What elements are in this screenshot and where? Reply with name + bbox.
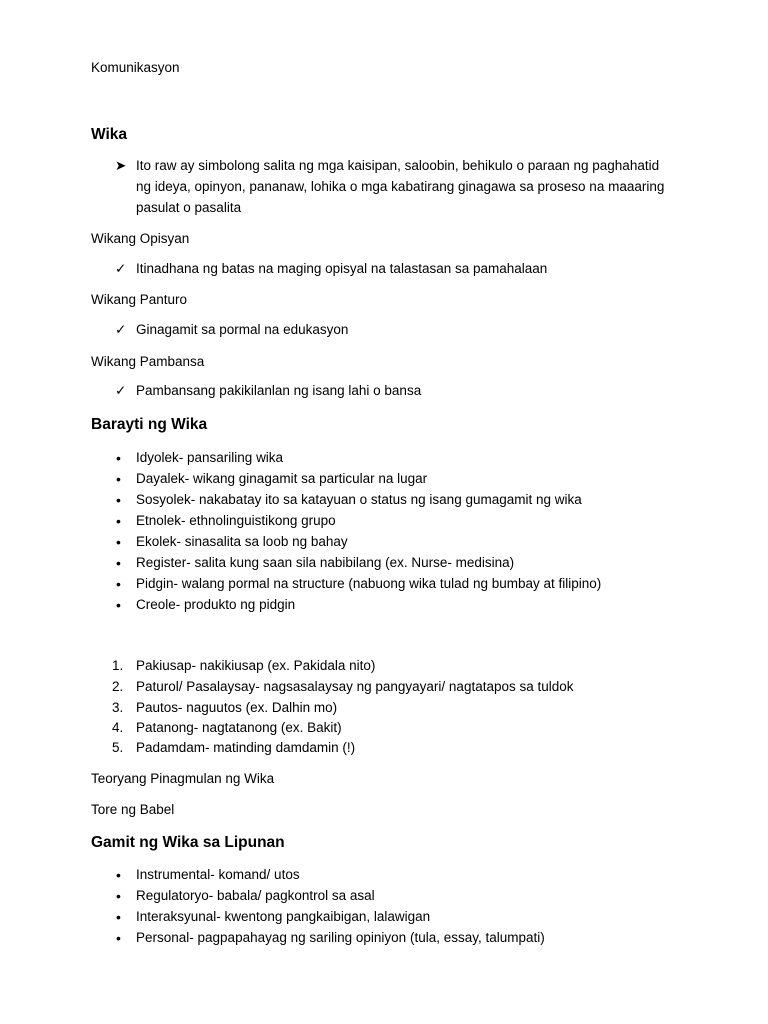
numbered-list-item: Padamdam- matinding damdamin (!) <box>136 740 356 755</box>
numbered-list-item: Patanong- nagtatanong (ex. Bakit) <box>136 720 342 735</box>
barayti-list-item: Idyolek- pansariling wika <box>136 450 284 465</box>
list-number: 3. <box>112 700 124 715</box>
numbered-list-item: Pakiusap- nakikiusap (ex. Pakidala nito) <box>136 658 376 673</box>
label-wikang-pambansa: Wikang Pambansa <box>91 354 205 369</box>
list-number: 5. <box>112 740 124 755</box>
list-number: 2. <box>112 679 124 694</box>
pambansa-item: Pambansang pakikilanlan ng isang lahi o bansa <box>136 383 422 398</box>
bullet-icon: • <box>116 597 121 613</box>
barayti-list-item: Creole- produkto ng pidgin <box>136 597 296 612</box>
list-number: 4. <box>112 720 124 735</box>
barayti-list-item: Dayalek- wikang ginagamit sa particular na lugar <box>136 471 428 486</box>
barayti-list-item: Ekolek- sinasalita sa loob ng bahay <box>136 534 348 549</box>
bullet-icon: • <box>116 492 121 508</box>
document-top-label: Komunikasyon <box>91 60 180 75</box>
checkmark-icon: ✓ <box>115 261 127 276</box>
barayti-list-item: Sosyolek- nakabatay ito sa katayuan o status ng isang gumagamit ng wika <box>136 492 582 507</box>
gamit-list-item: Instrumental- komand/ utos <box>136 867 300 882</box>
bullet-icon: • <box>116 867 121 883</box>
numbered-list-item: Paturol/ Pasalaysay- nagsasalaysay ng pangyayari/ nagtatapos sa tuldok <box>136 679 574 694</box>
barayti-list-item: Pidgin- walang pormal na structure (nabuong wika tulad ng bumbay at filipino) <box>136 576 602 591</box>
panturo-item: Ginagamit sa pormal na edukasyon <box>136 322 349 337</box>
label-tore-ng-babel: Tore ng Babel <box>91 802 175 817</box>
heading-barayti-ng-wika: Barayti ng Wika <box>91 416 208 433</box>
bullet-icon: • <box>116 930 121 946</box>
barayti-list-item: Register- salita kung saan sila nabibilang (ex. Nurse- medisina) <box>136 555 515 570</box>
arrow-bullet-icon: ➤ <box>115 158 127 173</box>
numbered-list-item: Pautos- naguutos (ex. Dalhin mo) <box>136 700 338 715</box>
label-wikang-panturo: Wikang Panturo <box>91 292 188 307</box>
opisyan-item: Itinadhana ng batas na maging opisyal na talastasan sa pamahalaan <box>136 261 548 276</box>
bullet-icon: • <box>116 450 121 466</box>
wika-definition-line: Ito raw ay simbolong salita ng mga kaisipan, saloobin, behikulo o paraan ng paghahatid <box>136 158 660 173</box>
label-wikang-opisyan: Wikang Opisyan <box>91 231 190 246</box>
bullet-icon: • <box>116 576 121 592</box>
checkmark-icon: ✓ <box>115 322 127 337</box>
bullet-icon: • <box>116 534 121 550</box>
wika-definition-line: ng ideya, opinyon, pananaw, lohika o mga kabatirang ginagawa sa proseso na maaaring <box>136 179 665 194</box>
bullet-icon: • <box>116 909 121 925</box>
checkmark-icon: ✓ <box>115 383 127 398</box>
bullet-icon: • <box>116 471 121 487</box>
gamit-list-item: Personal- pagpapahayag ng sariling opiniyon (tula, essay, talumpati) <box>136 930 545 945</box>
bullet-icon: • <box>116 888 121 904</box>
label-teoryang-pinagmulan: Teoryang Pinagmulan ng Wika <box>91 771 275 786</box>
bullet-icon: • <box>116 513 121 529</box>
heading-wika: Wika <box>91 126 128 143</box>
barayti-list-item: Etnolek- ethnolinguistikong grupo <box>136 513 336 528</box>
wika-definition-line: pasulat o pasalita <box>136 200 242 215</box>
heading-gamit-ng-wika: Gamit ng Wika sa Lipunan <box>91 834 285 851</box>
bullet-icon: • <box>116 555 121 571</box>
list-number: 1. <box>112 658 124 673</box>
gamit-list-item: Interaksyunal- kwentong pangkaibigan, lalawigan <box>136 909 431 924</box>
gamit-list-item: Regulatoryo- babala/ pagkontrol sa asal <box>136 888 375 903</box>
